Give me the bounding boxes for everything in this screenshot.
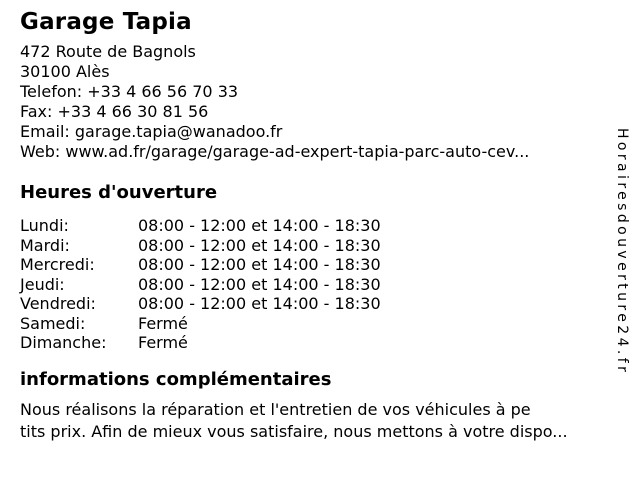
phone-line [20, 82, 529, 102]
day-label: Mardi: [20, 235, 70, 255]
address-line-1: 472 Route de Bagnols [20, 42, 196, 61]
fax-number: +33 4 66 30 81 56 [57, 102, 209, 121]
fax-label: Fax: [20, 102, 53, 121]
email-line [20, 122, 529, 142]
hours-value: 08:00 - 12:00 et 14:00 - 18:30 [138, 294, 381, 313]
phone-number: +33 4 66 56 70 33 [87, 82, 239, 101]
hours-row-wednesday [20, 255, 381, 275]
address-line-2: 30100 Alès [20, 62, 110, 81]
contact-info-block [20, 42, 529, 162]
day-label: Dimanche: [20, 333, 107, 352]
hours-value: Fermé [138, 333, 188, 352]
additional-info-heading: informations complémentaires [20, 369, 332, 390]
web-url[interactable]: www.ad.fr/garage/garage-ad-expert-tapia-parc-auto-cev... [65, 142, 530, 161]
hours-value: 08:00 - 12:00 et 14:00 - 18:30 [138, 235, 381, 255]
info-text-line-2: tits prix. Afin de mieux vous satisfaire, nous mettons à votre dispo... [20, 422, 568, 441]
hours-row-friday [20, 294, 381, 314]
info-text-line-1: Nous réalisons la réparation et l'entretien de vos véhicules à pe [20, 400, 531, 419]
hours-row-sunday [20, 333, 381, 353]
hours-value: 08:00 - 12:00 et 14:00 - 18:30 [138, 255, 381, 274]
email-label: Email: [20, 122, 70, 141]
hours-row-monday [20, 216, 381, 236]
hours-value: 08:00 - 12:00 et 14:00 - 18:30 [138, 274, 381, 294]
phone-label: Telefon: [20, 82, 83, 101]
day-label: Mercredi: [20, 255, 95, 274]
web-label: Web: [20, 142, 61, 161]
hours-value: 08:00 - 12:00 et 14:00 - 18:30 [138, 216, 381, 235]
site-brand-vertical-text: Horairesdouverture24.fr [614, 128, 630, 376]
opening-hours-heading: Heures d'ouverture [20, 182, 218, 203]
day-label: Samedi: [20, 313, 86, 333]
hours-row-thursday [20, 275, 381, 295]
day-label: Vendredi: [20, 294, 96, 313]
hours-row-saturday [20, 314, 381, 334]
web-line [20, 142, 529, 162]
day-label: Lundi: [20, 216, 69, 235]
fax-line [20, 102, 529, 122]
hours-value: Fermé [138, 313, 188, 333]
page-title: Garage Tapia [20, 9, 192, 35]
day-label: Jeudi: [20, 274, 65, 294]
opening-hours-table [20, 216, 381, 353]
email-address[interactable]: garage.tapia@wanadoo.fr [74, 122, 283, 141]
hours-row-tuesday [20, 236, 381, 256]
additional-info-text [20, 399, 568, 443]
